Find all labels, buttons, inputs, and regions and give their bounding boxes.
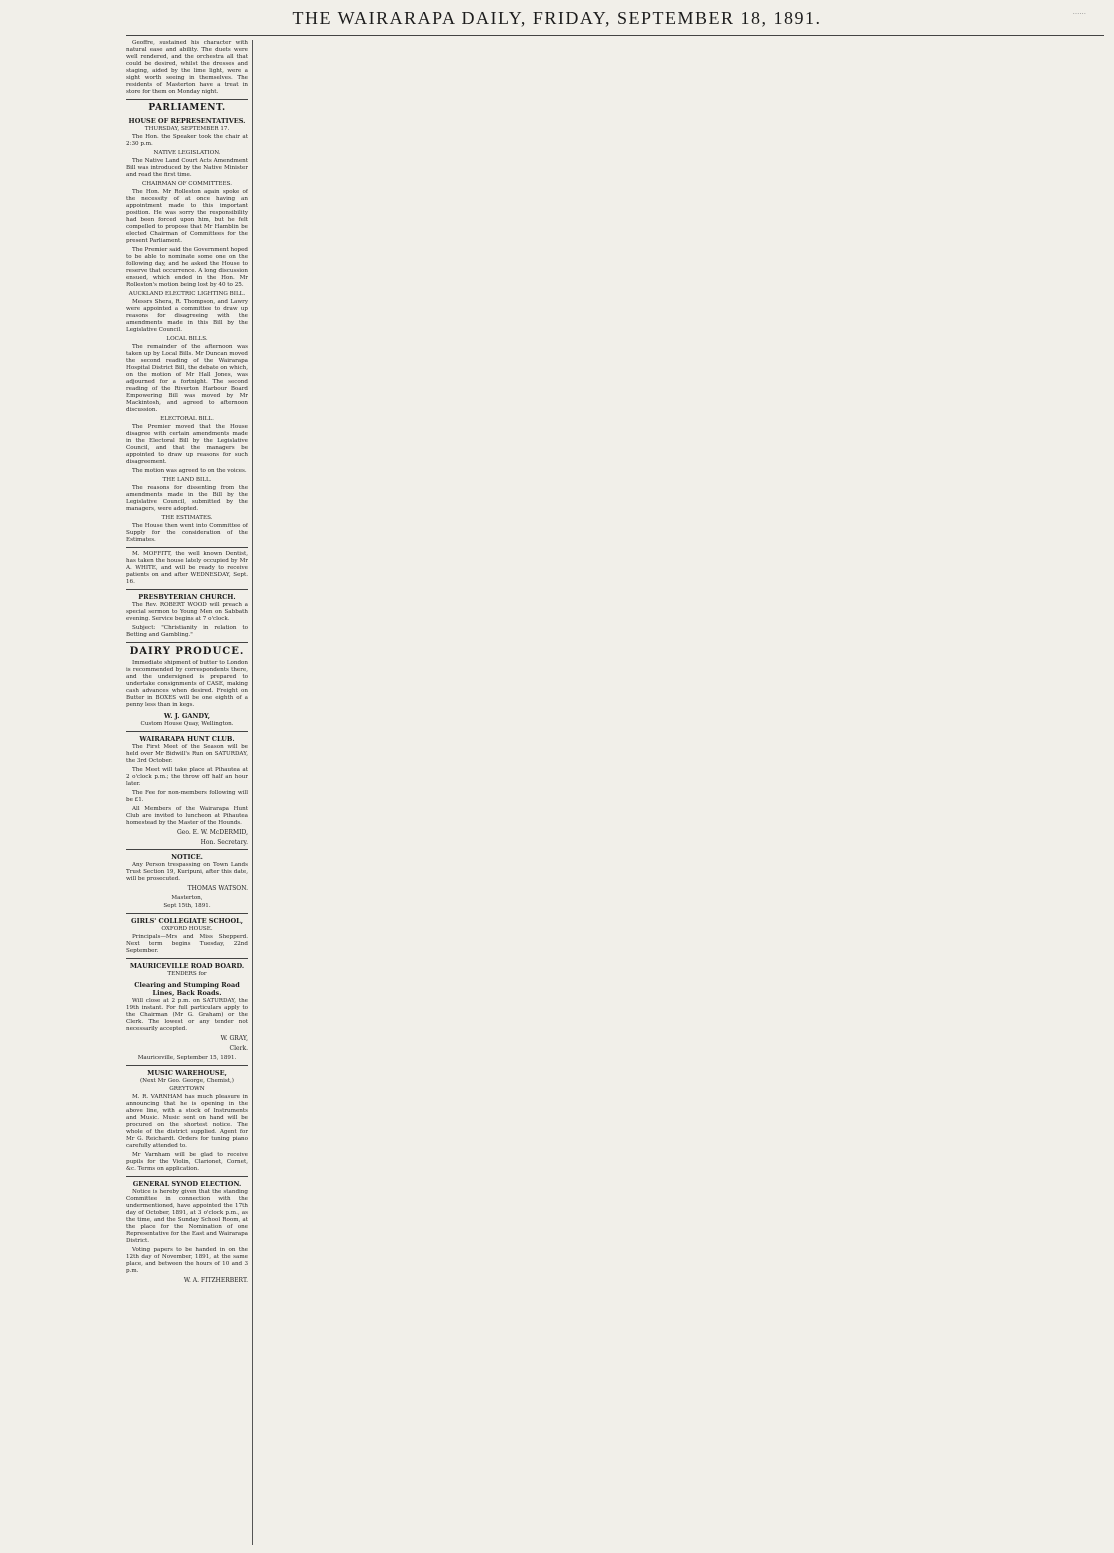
synod-text-2: Voting papers to be handed in on the 12th day of November, 1891, at the same place, and between the hours of 10 and 3 p.m.	[126, 1247, 248, 1274]
school-heading: GIRLS' COLLEGIATE SCHOOL,	[131, 917, 243, 925]
hunt-text-4: All Members of the Wairarapa Hunt Club are invited to luncheon at Pihautea homestead by the Master of the Hounds.	[126, 806, 248, 826]
music-sub-2: GREYTOWN	[169, 1086, 205, 1092]
notice-text: Any Person trespassing on Town Lands Trust Section 19, Kuripuni, after this date, will be prosecuted.	[126, 862, 248, 882]
native-text: The Native Land Court Acts Amendment Bill was introduced by the Native Minister and read the first time.	[126, 158, 248, 178]
notice-place: Masterton,	[171, 895, 203, 901]
estimates-text: The House then went into Committee of Supply for the consideration of the Estimates.	[126, 523, 248, 543]
divider	[126, 99, 248, 100]
presbyterian-text: The Rev. ROBERT WOOD will preach a special sermon to Young Men on Sabbath evening. Service begins at 7 o'clock.	[126, 602, 248, 622]
dairy-text: Immediate shipment of butter to London is recommended by correspondents there, and the undersigned is prepared to undertake consignments of CASE, making cash advances when desired. Freight on Butter in BOXES will be one eighth of a penny less than in kegs.	[126, 660, 248, 708]
chairman-text: The Hon. Mr Rolleston again spoke of the necessity of at once having an appointment made to this important position. He was sorry the responsibility had been forced upon him, but he felt compelled to propose that Mr Hamblin be elected Chairman of Committees for the present Parliament.	[126, 189, 248, 244]
road-board-sig-sub: Clerk.	[229, 1045, 248, 1052]
music-text: M. R. VARNHAM has much pleasure in announcing that he is opening in the above line, with a stock of Instruments and Music. Music sent on hand will be procured on the shortest notice. The whole of the district supplied. Agent for Mr G. Reichardt. Orders for tuning piano carefully attended to.	[126, 1094, 248, 1149]
parliament-date: THURSDAY, SEPTEMBER 17.	[144, 126, 230, 132]
synod-heading: GENERAL SYNOD ELECTION.	[132, 1180, 242, 1188]
hunt-text-2: The Meet will take place at Pihautea at 2 o'clock p.m.; the throw off half an hour later.	[126, 767, 248, 787]
land-heading: THE LAND BILL.	[162, 477, 212, 483]
divider	[126, 1065, 248, 1066]
hunt-heading: WAIRARAPA HUNT CLUB.	[139, 735, 235, 743]
synod-sig: W. A. FITZHERBERT.	[183, 1277, 248, 1284]
divider	[126, 849, 248, 850]
road-board-sig: W. GRAY,	[220, 1035, 248, 1042]
divider	[126, 589, 248, 590]
notice-sig: THOMAS WATSON.	[187, 885, 248, 892]
intro-paragraph: Geoffre, sustained his character with natural ease and ability. The duets were well rendered, and the orchestra all that could be desired, whilst the dresses and staging, aided by the lime light, were a sight worth seeing in themselves. The residents of Masterton have a treat in store for them on Monday night.	[126, 40, 248, 95]
local-heading: LOCAL BILLS.	[166, 336, 208, 342]
parliament-opening: The Hon. the Speaker took the chair at 2:30 p.m.	[126, 134, 248, 147]
auckland-text: Messrs Shera, R. Thompson, and Lawry were appointed a committee to draw up reasons for disagreeing with the amendments made in this Bill by the Legislative Council.	[126, 299, 248, 333]
electoral-text: The Premier moved that the House disagree with certain amendments made in the Electoral Bill by the Legislative Council, and that the managers be appointed to draw up reasons for such disagreement.	[126, 424, 248, 465]
moffitt-ad: M. MOFFITT, the well known Dentist, has taken the house lately occupied by Mr A. WHITE, and will be ready to receive patients on and after WEDNESDAY, Sept. 16.	[126, 551, 248, 585]
school-text: Principals—Mrs and Miss Shepperd. Next term begins Tuesday, 22nd September.	[126, 934, 248, 954]
synod-text: Notice is hereby given that the standing Committee in connection with the undermentioned, have appointed the 17th day of October, 1891, at 3 o'clock p.m., as the time, and the Sunday School Room, at the place for the Nomination of one Representative for the East and Wairarapa District.	[126, 1189, 248, 1244]
music-heading: MUSIC WAREHOUSE,	[147, 1069, 227, 1077]
presbyterian-heading: PRESBYTERIAN CHURCH.	[138, 593, 236, 601]
estimates-heading: THE ESTIMATES.	[161, 515, 213, 521]
divider	[126, 731, 248, 732]
school-sub: OXFORD HOUSE.	[161, 926, 213, 932]
hunt-text-3: The Fee for non-members following will be £1.	[126, 790, 248, 803]
road-board-date: Mauriceville, September 15, 1891.	[137, 1055, 237, 1061]
masthead	[0, 6, 1114, 34]
electoral-heading: ELECTORAL BILL.	[160, 416, 214, 422]
divider	[126, 547, 248, 548]
hunt-sig: Geo. E. W. McDERMID,	[176, 829, 248, 836]
house-heading: HOUSE OF REPRESENTATIVES.	[128, 117, 246, 125]
road-board-sub: TENDERS for	[167, 971, 207, 977]
page-number: ......	[1072, 8, 1086, 16]
land-text: The reasons for dissenting from the amendments made in the Bill by the Legislative Council, submitted by the managers, were adopted.	[126, 485, 248, 512]
road-board-sub-2: Clearing and Stumping Road Lines, Back Roads.	[134, 981, 240, 997]
auckland-heading: AUCKLAND ELECTRIC LIGHTING BILL.	[128, 291, 246, 297]
masthead-title: THE WAIRARAPA DAILY, FRIDAY, SEPTEMBER 18, 1891.	[292, 8, 822, 28]
notice-heading: NOTICE.	[171, 853, 203, 861]
road-board-heading: MAURICEVILLE ROAD BOARD.	[129, 962, 245, 970]
dairy-sig: W. J. GANDY,	[163, 712, 211, 720]
music-text-2: Mr Varnham will be glad to receive pupils for the Violin, Clarionet, Cornet, &c. Terms on application.	[126, 1152, 248, 1172]
chairman-heading: CHAIRMAN OF COMMITTEES.	[142, 181, 232, 187]
hunt-sig-sub: Hon. Secretary.	[200, 839, 248, 846]
column-rule	[252, 40, 253, 1545]
chairman-text-2: The Premier said the Government hoped to be able to nominate some one on the following day, and he asked the House to reserve that occurrence. A long discussion ensued, which ended in the Hon. Mr Rolleston's motion being lost by 40 to 25.	[126, 247, 248, 288]
divider	[126, 958, 248, 959]
music-sub: (Next Mr Geo. George, Chemist,)	[140, 1078, 234, 1084]
divider	[126, 1176, 248, 1177]
masthead-rule	[126, 35, 1104, 36]
native-heading: NATIVE LEGISLATION.	[153, 150, 221, 156]
divider	[126, 642, 248, 643]
dairy-heading: DAIRY PRODUCE.	[129, 646, 245, 657]
hunt-text: The First Meet of the Season will be held over Mr Bidwill's Run on SATURDAY, the 3rd October.	[126, 744, 248, 764]
notice-date: Sept 15th, 1891.	[163, 903, 211, 909]
electoral-text-2: The motion was agreed to on the voices.	[132, 468, 247, 474]
dairy-sig-sub: Custom House Quay, Wellington.	[140, 721, 234, 727]
road-board-text: Will close at 2 p.m. on SATURDAY, the 19th instant. For full particulars apply to the Chairman (Mr G. Graham) or the Clerk. The lowest or any tender not necessarily accepted.	[126, 998, 248, 1032]
divider	[126, 913, 248, 914]
parliament-heading: PARLIAMENT.	[148, 103, 226, 113]
column-1	[126, 40, 248, 1545]
presbyterian-subject: Subject: "Christianity in relation to Betting and Gambling."	[126, 625, 248, 638]
local-text: The remainder of the afternoon was taken up by Local Bills. Mr Duncan moved the second reading of the Wairarapa Hospital District Bill, the debate on which, on the motion of Mr Hall Jones, was adjourned for a fortnight. The second reading of the Riverton Harbour Board Empowering Bill was moved by Mr Mackintosh, and agreed to afternoon discussion.	[126, 344, 248, 413]
